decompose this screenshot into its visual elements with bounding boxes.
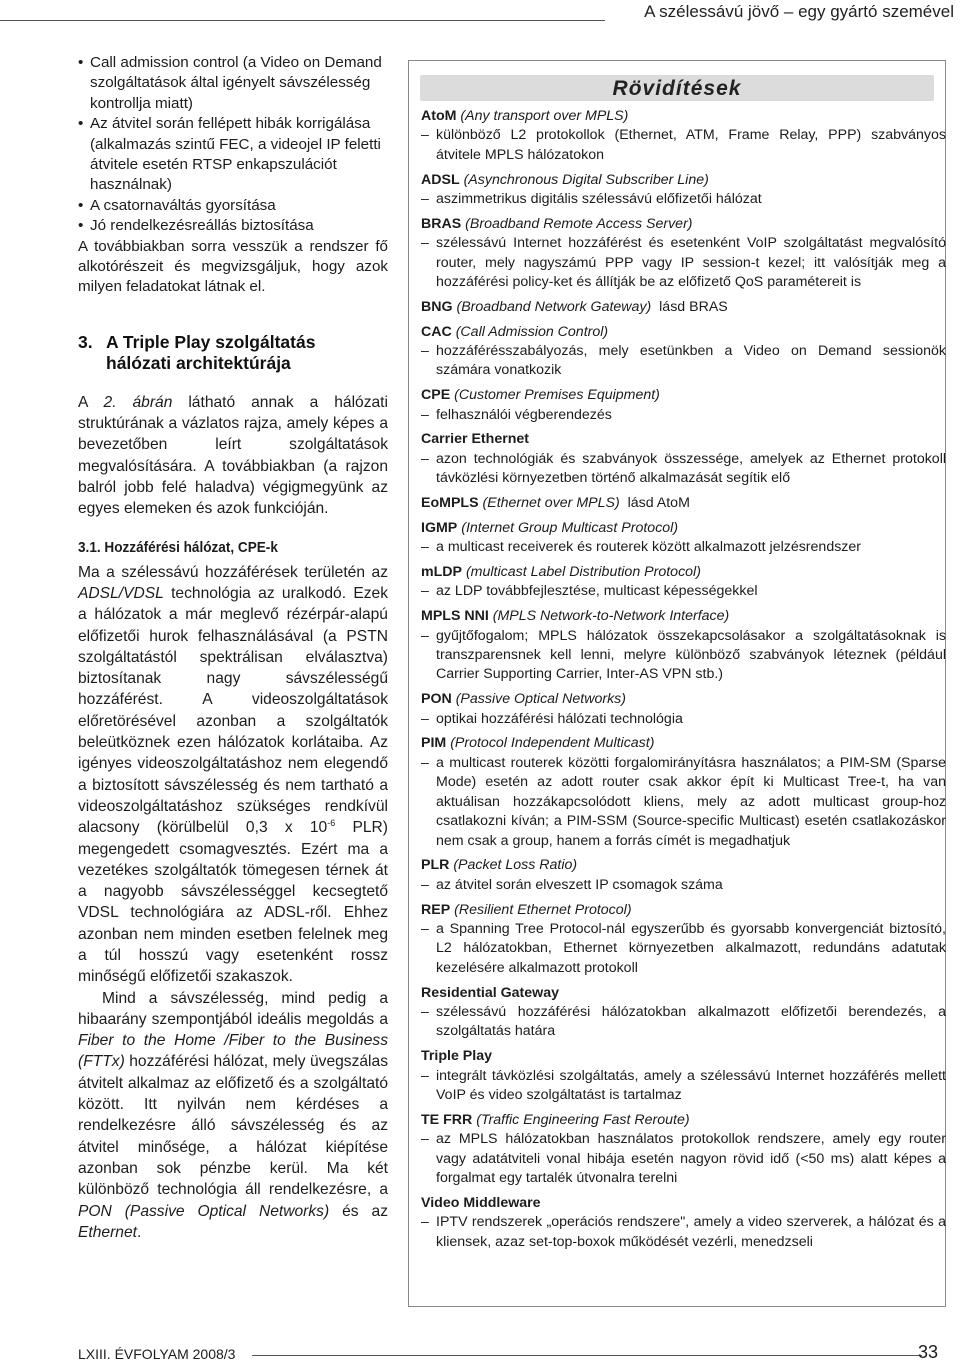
abbreviation-term: mLDP: [421, 564, 462, 581]
abbreviation-expansion: (multicast Label Distribution Protocol): [465, 564, 701, 581]
dash-glyph: –: [421, 710, 429, 727]
bullet-text: Call admission control (a Video on Demand szolgáltatások által igényelt sávszélesség kontrollja miatt): [90, 54, 382, 112]
bullet-text: A csatornaváltás gyorsítása: [90, 196, 276, 214]
p1-start: Ma a szélessávú hozzáférések területén az: [78, 563, 388, 581]
abbreviation-term: REP: [421, 901, 451, 918]
dash-glyph: –: [421, 343, 429, 360]
bullet-item: [78, 196, 388, 216]
description-text: az LDP továbbfejlesztése, multicast képességekkel: [436, 583, 758, 600]
p2-emphasis-ethernet: Ethernet: [78, 1223, 137, 1241]
abbreviation-expansion: (Broadband Remote Access Server): [465, 215, 693, 232]
bullet-item: [78, 216, 388, 236]
description-text: az MPLS hálózatokban használatos protokollok rendszere, amely egy router vagy adatátviteli vonal hibája esetén nagyon rövid idő (<50 ms) alatt képes a forgalmat egy tartalék útvonalra terelni: [436, 1131, 946, 1186]
abbreviation-term: ADSL: [421, 171, 460, 188]
description-text: különböző L2 protokollok (Ethernet, ATM, Frame Relay, PPP) szabványos átvitele MPLS hálózatokon: [436, 127, 946, 163]
bullet-glyph: •: [78, 54, 84, 71]
intro-paragraph: A továbbiakban sorra vesszük a rendszer fő alkotórészeit és megvizsgáljuk, hogy azok milyen feladatokat látnak el.: [78, 237, 388, 296]
abbreviation-entry: [421, 984, 946, 1042]
abbreviations-box: [408, 60, 946, 1307]
dash-glyph: –: [421, 583, 429, 600]
abbreviation-description: [421, 342, 946, 381]
abbreviation-head: [421, 1111, 946, 1130]
abbreviation-head: [421, 323, 946, 342]
abbreviation-term: CAC: [421, 323, 452, 340]
abbreviation-description: [421, 627, 946, 685]
section-3-1-heading: 3.1. Hozzáférési hálózat, CPE-k: [78, 539, 278, 556]
abbreviation-term: AtoM: [421, 108, 457, 124]
figure-reference: 2. ábrán: [103, 393, 173, 411]
abbreviation-entry: [421, 494, 946, 513]
abbreviation-head: [421, 519, 946, 538]
dash-glyph: –: [421, 539, 429, 556]
abbreviation-description: [421, 1003, 946, 1042]
abbreviation-head: [421, 1194, 946, 1213]
bullet-text: Az átvitel során fellépett hibák korrigálása (alkalmazás szintű FEC, a videojel IP feletti átvitele esetén RTSP enkapszulációt használnak): [90, 115, 381, 194]
header-rule: [0, 20, 605, 21]
bullet-item: [78, 114, 388, 196]
abbreviation-description: [421, 406, 946, 425]
dash-glyph: –: [421, 127, 429, 144]
abbreviation-term: CPE: [421, 387, 451, 404]
abbreviation-entry: [421, 323, 946, 381]
abbreviation-term: Triple Play: [421, 1048, 492, 1065]
description-text: IPTV rendszerek „operációs rendszere", amely a video szerverek, a hálózat és a kliensek, azaz set-top-boxok működését vezérli, menedzseli: [436, 1214, 946, 1250]
abbreviation-description: [421, 234, 946, 292]
abbreviation-expansion: (MPLS Network-to-Network Interface): [492, 608, 730, 625]
abbreviation-see-also: lásd BRAS: [659, 298, 728, 315]
header-title: A szélessávú jövő – egy gyártó szemével: [644, 2, 954, 21]
abbreviation-entry: [421, 563, 946, 602]
p2-emphasis-fttx: Fiber to the Home /Fiber to the Business (FTTx): [78, 1032, 388, 1071]
abbreviation-term: TE FRR: [421, 1111, 473, 1128]
bullet-text: Jó rendelkezésreállás biztosítása: [90, 217, 314, 235]
p2-emphasis-pon: PON (Passive Optical Networks): [78, 1202, 330, 1220]
bullet-glyph: •: [78, 115, 84, 133]
abbreviation-head: [421, 430, 946, 449]
abbreviation-head: [421, 298, 946, 317]
dash-glyph: –: [421, 406, 429, 423]
abbreviation-head: [421, 494, 946, 513]
bullet-item: [78, 53, 388, 114]
abbreviation-entry: [421, 386, 946, 425]
abbreviation-head: [421, 690, 946, 709]
description-text: aszimmetrikus digitális szélessávú előfizetői hálózat: [436, 191, 762, 208]
p2-part-b: hozzáférési hálózat, mely üvegszálas átvitelt alkalmaz az előfizető és a szolgáltató között. Itt nyilván nem kérdéses a rendelkezésre álló sávszélesség és az átvitel minősége, a hálózat kiépítése azonban sok pénzbe kerül. Ma két különböző technológia áll rendelkezésre, a: [78, 1053, 388, 1199]
abbreviation-description: [421, 876, 946, 895]
section-3-number: 3.: [78, 331, 93, 352]
description-text: az átvitel során elveszett IP csomagok száma: [436, 876, 723, 893]
running-header: [0, 0, 960, 30]
abbreviation-expansion: (Internet Group Multicast Protocol): [461, 519, 679, 536]
description-text: a multicast routerek közötti forgalomirányításra használatos; a PIM-SM (Sparse Mode) esetén az adott router csak akkor épít ki Multicast Tree-t, ha van aktuálisan hozzákapcsolódott kliens, mely az adott multicast group-hoz csatlakozni kíván; a PIM-SSM (Source-specific Multicast) esetén csatlakozáskor nem csak a group, hanem a forrás címét is megadhatjuk: [436, 754, 946, 849]
abbreviation-term: PON: [421, 691, 452, 708]
abbreviation-expansion: (Ethernet over MPLS): [482, 495, 620, 512]
p1-exponent: -6: [327, 818, 336, 829]
dash-glyph: –: [421, 450, 429, 467]
abbreviation-head: [421, 107, 946, 126]
dash-glyph: –: [421, 235, 429, 252]
dash-glyph: –: [421, 920, 429, 937]
description-text: felhasználói végberendezés: [436, 406, 612, 423]
description-text: optikai hozzáférési hálózati technológia: [436, 710, 683, 727]
dash-glyph: –: [421, 191, 429, 208]
section-3-heading: [78, 332, 388, 374]
description-text: a Spanning Tree Protocol-nál egyszerűbb és gyorsabb konvergenciát biztosító, L2 hálózatokban, Ethernet környezetben alkalmazott, redundáns adatutak kezelésére alkalmazott protokoll: [436, 920, 946, 976]
abbreviation-see-also: lásd AtoM: [627, 495, 690, 512]
description-text: hozzáférésszabályozás, mely esetünkben a Video on Demand sessionök számára vonatkozik: [436, 343, 946, 379]
abbreviation-head: [421, 1047, 946, 1066]
abbreviation-entry: [421, 430, 946, 488]
abbreviation-head: [421, 215, 946, 234]
abbreviation-description: [421, 1130, 946, 1188]
abbreviation-description: [421, 1067, 946, 1106]
abbreviation-entry: [421, 690, 946, 729]
abbreviation-description: [421, 1213, 946, 1252]
abbreviation-entry: [421, 734, 946, 850]
description-text: integrált távközlési szolgáltatás, amely a szélessávú Internet hozzáférés mellett VoIP és video szolgáltatást is tartalmaz: [436, 1067, 946, 1103]
abbreviation-head: [421, 856, 946, 875]
footer-rule: [252, 1355, 922, 1356]
dash-glyph: –: [421, 1214, 429, 1231]
p2-part-d: .: [136, 1223, 142, 1241]
bullet-glyph: •: [78, 196, 84, 214]
abbreviation-entry: [421, 298, 946, 317]
abbreviation-head: [421, 607, 946, 626]
section-3-1-paragraph-1: [78, 562, 388, 988]
description-text: szélessávú hozzáférési hálózatokban alkalmazott előfizetői berendezés, a szolgáltatás határa: [436, 1003, 946, 1040]
abbreviation-expansion: (Packet Loss Ratio): [453, 857, 578, 874]
abbreviation-description: [421, 190, 946, 209]
abbreviations-title-bar: [420, 75, 934, 101]
section-3-body-start: A: [78, 393, 104, 411]
p1-middle: technológia az uralkodó. Ezek a hálózatok a már meglevő rézérpár-alapú előfizetői hurok felhasználásával (a PSTN szolgáltatástól spektrálisan elválasztva) biztosítanak nagy sávszélességű hozzáférést. A videoszolgáltatások előretörésével azonban a szolgáltatók beleütköznek ezen hálózatok korlátaiba. Az igényes videoszolgáltatáshoz nem elegendő a biztosított sávszélesség és nem tartható a videoszolgáltatáshoz szükséges rendkívül alacsony (körülbelül 0,3 x 10: [78, 584, 388, 837]
description-text: szélessávú Internet hozzáférést és esetenként VoIP szolgáltatást megvalósító router, mely nagyszámú PPP vagy IP session-t kezel; itt valósítják meg a hozzáférési policy-ket és állítják be az előfizető QoS paramétereit is: [436, 235, 946, 291]
abbreviation-term: BRAS: [421, 215, 462, 232]
dash-glyph: –: [421, 754, 429, 771]
abbreviation-description: [421, 710, 946, 729]
description-text: gyűjtőfogalom; MPLS hálózatok összekapcsolásakor a szolgáltatásoknak is transzparensnek kell lenni, melyre különböző szabványok léteznek (például Carrier Supporting Carrier, Inter-AS VPN stb.): [436, 627, 946, 683]
abbreviation-expansion: (Call Admission Control): [455, 323, 609, 340]
section-3-title-line2: hálózati architektúrája: [106, 352, 291, 373]
abbreviation-head: [421, 901, 946, 920]
abbreviation-term: PLR: [421, 857, 450, 874]
p2-part-c: és az: [329, 1202, 388, 1220]
abbreviation-entry: [421, 856, 946, 895]
abbreviation-term: Carrier Ethernet: [421, 431, 530, 448]
abbreviation-entry: [421, 215, 946, 293]
abbreviations-list: [421, 107, 946, 1257]
description-text: a multicast receiverek és routerek között alkalmazott jelzésrendszer: [436, 539, 862, 556]
abbreviation-expansion: (Asynchronous Digital Subscriber Line): [463, 171, 709, 188]
bullet-glyph: •: [78, 217, 84, 235]
section-3-body: [78, 392, 388, 520]
abbreviation-description: [421, 450, 946, 489]
dash-glyph: –: [421, 1003, 429, 1020]
abbreviation-term: Residential Gateway: [421, 984, 559, 1001]
abbreviation-entry: [421, 1194, 946, 1252]
p1-emphasis: ADSL/VDSL: [78, 584, 164, 602]
abbreviation-head: [421, 386, 946, 405]
abbreviation-description: [421, 920, 946, 978]
abbreviation-term: MPLS NNI: [421, 608, 489, 625]
abbreviation-entry: [421, 901, 946, 979]
abbreviation-expansion: (Passive Optical Networks): [455, 691, 626, 708]
abbreviation-description: [421, 126, 946, 165]
section-3-1-paragraph-2: [78, 988, 388, 1244]
abbreviation-expansion: (Any transport over MPLS): [460, 108, 629, 124]
abbreviation-entry: [421, 607, 946, 685]
abbreviation-head: [421, 984, 946, 1003]
abbreviation-entry: [421, 1047, 946, 1105]
dash-glyph: –: [421, 1131, 429, 1148]
abbreviation-term: Video Middleware: [421, 1194, 541, 1211]
section-3-body-rest: látható annak a hálózati struktúrának a vázlatos rajza, amely képes a bevezetőben leírt szolgáltatások megvalósítására. A továbbiakban (a rajzon balról jobb felé haladva) végigmegyünk az egyes elemeken és azok funkcióján.: [78, 393, 388, 518]
abbreviation-entry: [421, 107, 946, 165]
abbreviation-entry: [421, 1111, 946, 1189]
abbreviation-head: [421, 171, 946, 190]
abbreviation-head: [421, 734, 946, 753]
abbreviation-term: PIM: [421, 735, 447, 752]
page-number: 33: [917, 1342, 938, 1362]
abbreviation-entry: [421, 519, 946, 558]
p2-part-a: Mind a sávszélesség, mind pedig a hibaarány szempontjából ideális megoldás a: [78, 989, 388, 1028]
dash-glyph: –: [421, 876, 429, 893]
abbreviation-expansion: (Traffic Engineering Fast Reroute): [476, 1111, 690, 1128]
abbreviation-entry: [421, 171, 946, 210]
abbreviation-term: EoMPLS: [421, 495, 479, 512]
abbreviation-head: [421, 563, 946, 582]
abbreviation-term: IGMP: [421, 519, 458, 536]
section-3-title-line1: A Triple Play szolgáltatás: [106, 331, 316, 352]
abbreviation-description: [421, 538, 946, 557]
abbreviation-expansion: (Protocol Independent Multicast): [450, 735, 655, 752]
abbreviation-expansion: (Resilient Ethernet Protocol): [454, 901, 632, 918]
abbreviation-expansion: (Broadband Network Gateway): [456, 298, 652, 315]
abbreviation-description: [421, 582, 946, 601]
dash-glyph: –: [421, 1067, 429, 1084]
abbreviations-title: Rövidítések: [612, 77, 742, 100]
abbreviation-description: [421, 754, 946, 851]
abbreviation-expansion: (Customer Premises Equipment): [454, 387, 660, 404]
p1-end: PLR) megengedett csomagvesztés. Ezért ma a vezetékes szolgáltatók tömegesen térnek át a nagyobb sávszélességgel kecsegtető VDSL technológiára az ADSL-ről. Ehhez azonban nem minden esetben felelnek meg a túl hosszú vagy esetenként rossz minőségű előfizetői szakaszok.: [78, 819, 388, 986]
description-text: azon technológiák és szabványok összessége, amelyek az Ethernet protokoll távközlési környezetben történő alkalmazását segítik elő: [436, 450, 946, 487]
main-text-column: [78, 53, 388, 1243]
abbreviation-term: BNG: [421, 298, 453, 315]
footer-volume: LXIII. ÉVFOLYAM 2008/3: [78, 1346, 236, 1362]
dash-glyph: –: [421, 627, 429, 644]
